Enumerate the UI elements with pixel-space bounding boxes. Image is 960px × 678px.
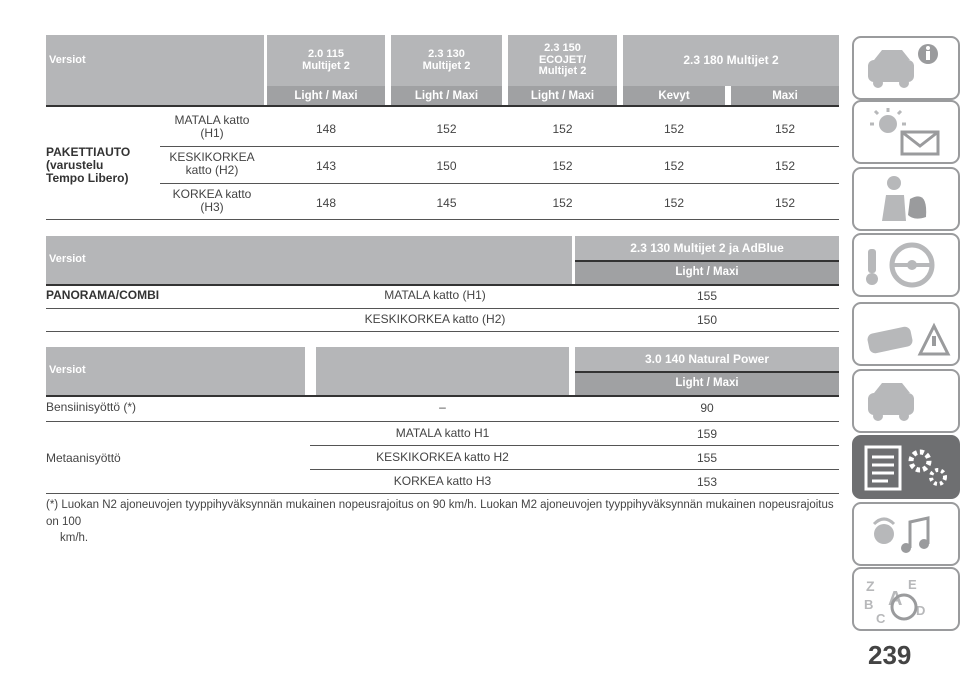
cell-value: 152 [436, 122, 457, 136]
cell-value: 152 [552, 196, 573, 210]
sub-header-2: Light / Maxi [391, 86, 502, 106]
col-header-text: 2.0 115 [307, 47, 345, 60]
cell-value: 152 [774, 159, 796, 173]
technical-data-icon [854, 437, 958, 497]
row-label: MATALA katto (H1) [384, 288, 486, 302]
cell-value: 155 [696, 451, 718, 465]
sub-header-4: Kevyt [623, 86, 725, 106]
warning-lights-icon [854, 102, 958, 162]
versiot-header: Versiot [46, 347, 305, 395]
multimedia-icon [854, 504, 958, 564]
footnote-line: km/h. [60, 532, 89, 545]
tab-multimedia[interactable] [852, 502, 960, 566]
tab-warning-lights[interactable] [852, 100, 960, 164]
car-info-icon [854, 38, 958, 98]
cell-value: 153 [696, 475, 718, 489]
col-header: 3.0 140 Natural Power [575, 347, 839, 371]
col-header-text: ECOJET/ [538, 53, 587, 66]
maintenance-icon [854, 371, 958, 431]
row-label: MATALA katto H1 [395, 426, 490, 440]
col-header-text: Multijet 2 [422, 59, 471, 72]
group-label: PANORAMA/COMBI [46, 288, 160, 302]
tab-maintenance[interactable] [852, 369, 960, 433]
safety-icon [854, 169, 958, 229]
group-label-line: PAKETTIAUTO [46, 145, 131, 159]
col-header-text: 2.3 150 [544, 42, 581, 55]
col-header: 2.3 130 Multijet 2 ja AdBlue [575, 236, 839, 260]
col-header-4: 2.3 180 Multijet 2 [623, 35, 839, 86]
svg-text:D: D [916, 603, 926, 618]
row-label [160, 114, 264, 140]
petrol-mid: – [439, 400, 446, 414]
cell-value: 143 [315, 159, 337, 173]
group-label [46, 146, 156, 186]
row-label: KESKIKORKEA katto (H2) [364, 312, 506, 326]
cell-value: 150 [696, 313, 718, 327]
cell-value: 152 [552, 122, 573, 136]
tab-index[interactable] [852, 567, 960, 631]
row-label: KORKEA katto H3 [393, 474, 492, 488]
cell-value: 152 [663, 196, 685, 210]
cell-value: 90 [700, 401, 714, 415]
tab-technical-data[interactable] [852, 435, 960, 499]
driving-icon [854, 235, 958, 295]
sub-header: Light / Maxi [575, 372, 839, 395]
cell-value: 152 [663, 122, 685, 136]
col-header-text: Multijet 2 [302, 59, 350, 72]
cell-value: 152 [663, 159, 685, 173]
sub-header: Light / Maxi [575, 261, 839, 284]
col-header-3 [508, 35, 617, 86]
petrol-label: Bensiinisyöttö (*) [46, 400, 137, 414]
cell-value: 152 [774, 122, 796, 136]
group-label-line: (varustelu [46, 158, 104, 173]
svg-text:A: A [888, 588, 903, 610]
row-label-line: MATALA katto [174, 113, 250, 127]
page-number: 239 [868, 640, 912, 670]
cell-value: 148 [315, 122, 337, 136]
svg-text:B: B [864, 597, 874, 612]
svg-text:C: C [876, 611, 886, 626]
sub-header-1: Light / Maxi [267, 86, 385, 106]
tab-driving[interactable] [852, 233, 960, 297]
emergency-icon [854, 304, 958, 364]
row-label-line: KORKEA katto [172, 187, 252, 201]
cell-value: 152 [552, 159, 573, 173]
versiot-header: Versiot [46, 35, 264, 86]
group-label-line: Tempo Libero) [46, 171, 129, 186]
versiot-header: Versiot [46, 236, 572, 284]
svg-text:E: E [908, 577, 917, 592]
methane-label: Metaanisyöttö [46, 451, 121, 465]
cell-value: 155 [696, 289, 718, 303]
svg-text:Z: Z [866, 578, 875, 594]
row-label-line: (H3) [200, 200, 224, 215]
cell-value: 150 [436, 159, 457, 173]
col-header-1 [267, 35, 385, 86]
tab-safety[interactable] [852, 167, 960, 231]
footnote [46, 497, 836, 547]
cell-value: 148 [315, 196, 337, 210]
row-label: KESKIKORKEA katto H2 [376, 450, 509, 464]
col-header-text: 2.3 130 [428, 47, 465, 60]
tab-car-info[interactable] [852, 36, 960, 100]
sub-header-3: Light / Maxi [508, 86, 617, 106]
sub-header-5: Maxi [731, 86, 839, 106]
row-label [160, 151, 264, 177]
header-filler [316, 347, 569, 395]
footnote-line: (*) Luokan N2 ajoneuvojen tyyppihyväksynnän mukainen nopeusrajoitus on 90 km/h. Luokan M2 ajoneuvojen tyyppihyväksynnän mukainen nopeusrajoitus on 100 [46, 499, 834, 528]
cell-value: 145 [436, 196, 457, 210]
row-label-line: (H1) [200, 126, 224, 141]
col-header-2 [391, 35, 502, 86]
col-header-text: Multijet 2 [538, 65, 587, 78]
index-icon [854, 569, 958, 629]
cell-value: 159 [696, 427, 718, 441]
row-label [160, 188, 264, 214]
row-label-line: KESKIKORKEA [169, 150, 255, 164]
tab-emergency[interactable] [852, 302, 960, 366]
row-label-line: katto (H2) [185, 163, 239, 178]
cell-value: 152 [774, 196, 796, 210]
header-filler [46, 86, 264, 106]
